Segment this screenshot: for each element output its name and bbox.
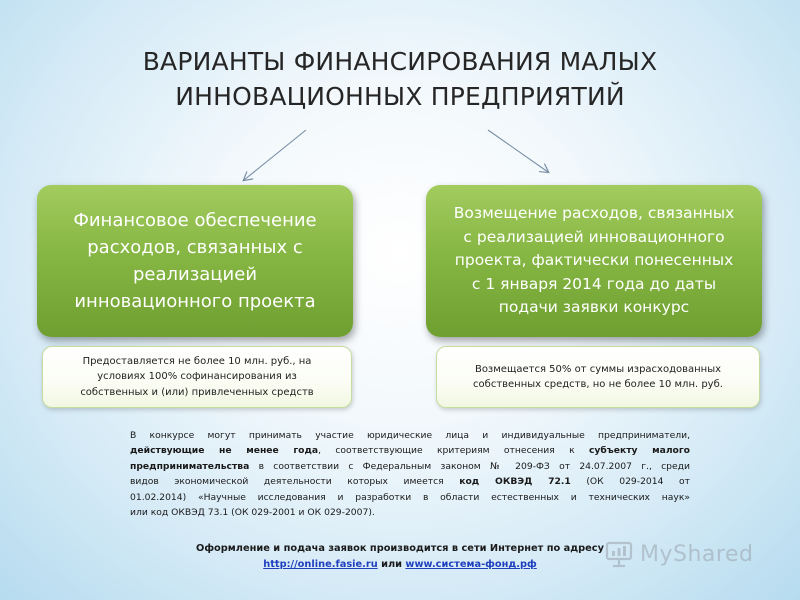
myshared-watermark (604, 534, 774, 574)
financing-conditions-line: условиях 100% софинансирования из (97, 371, 297, 383)
eligibility-bold-business: предпринимательства (130, 460, 250, 472)
financing-conditions-note (42, 346, 352, 408)
option-reimbursement-line: подачи заявки конкурс (498, 298, 690, 317)
eligibility-text: , соответствующие критериям отнесения к (318, 445, 575, 457)
watermark-text: MyShared (640, 541, 754, 567)
eligibility-text: 01.02.2014) «Научные исследования и разработки в области естественных и технических наук» (130, 491, 690, 503)
application-info-line (150, 541, 650, 557)
application-info-text: Оформление и подача заявок производится в сети Интернет по адресу (195, 543, 604, 554)
option-reimbursement-line: Возмещение расходов, связанных (453, 204, 735, 223)
option-reimbursement-line: с 1 января 2014 года до даты (471, 274, 717, 293)
reimbursement-conditions-line: Возмещается 50% от суммы израсходованных (474, 363, 722, 375)
eligibility-text: или код ОКВЭД 73.1 (ОК 029-2001 и ОК 029-2007). (130, 507, 375, 519)
option-financing-line: реализацией (132, 264, 258, 285)
financing-conditions-line: Предоставляется не более 10 млн. руб., на (82, 355, 312, 367)
fasie-link[interactable]: http://online.fasie.ru (263, 559, 378, 570)
eligibility-line-3 (130, 459, 690, 474)
eligibility-bold-duration: действующие не менее года (130, 445, 319, 457)
eligibility-line-2 (130, 443, 690, 458)
eligibility-bold-okved: код ОКВЭД 72.1 (459, 476, 571, 488)
option-reimbursement-line: с реализацией инновационного (463, 227, 725, 246)
eligibility-text: видов экономической деятельности которых имеется (130, 476, 444, 488)
eligibility-text: в соответствии с Федеральным законом № 209-ФЗ от 24.07.2007 г., среди (249, 460, 690, 472)
reimbursement-conditions-note (436, 346, 760, 408)
reimbursement-conditions-line: собственных средств, но не более 10 млн. руб. (473, 379, 723, 390)
option-reimbursement-box (426, 185, 762, 337)
sistema-fond-link[interactable]: www.система-фонд.рф (405, 559, 537, 570)
or-text: или (377, 559, 406, 570)
eligibility-bold-subject: субъекту малого (588, 445, 690, 457)
option-financing-line: инновационного проекта (74, 291, 316, 312)
option-reimbursement-line: проекта, фактически понесенных (454, 251, 734, 270)
arrow-left (244, 130, 306, 180)
application-links-row (150, 557, 650, 573)
slide-title-line-2: ИННОВАЦИОННЫХ ПРЕДПРИЯТИЙ (175, 82, 625, 111)
eligibility-line-6 (130, 505, 690, 520)
application-info (150, 541, 650, 573)
option-financing-box (37, 185, 353, 337)
eligibility-text: (ОК 029-2014 от (570, 476, 690, 488)
option-financing-line: расходов, связанных с (87, 237, 303, 258)
eligibility-text: В конкурсе могут принимать участие юридические лица и индивидуальные предприниматели, (130, 430, 690, 441)
eligibility-line-1 (130, 428, 690, 443)
eligibility-paragraph (130, 428, 690, 520)
arrow-right (488, 130, 548, 172)
financing-conditions-line: собственных и (или) привлеченных средств (80, 386, 314, 398)
eligibility-line-4 (130, 474, 690, 489)
presentation-icon (604, 539, 634, 569)
option-financing-line: Финансовое обеспечение (73, 210, 317, 231)
eligibility-line-5 (130, 490, 690, 505)
slide-title-line-1: ВАРИАНТЫ ФИНАНСИРОВАНИЯ МАЛЫХ (142, 47, 658, 76)
